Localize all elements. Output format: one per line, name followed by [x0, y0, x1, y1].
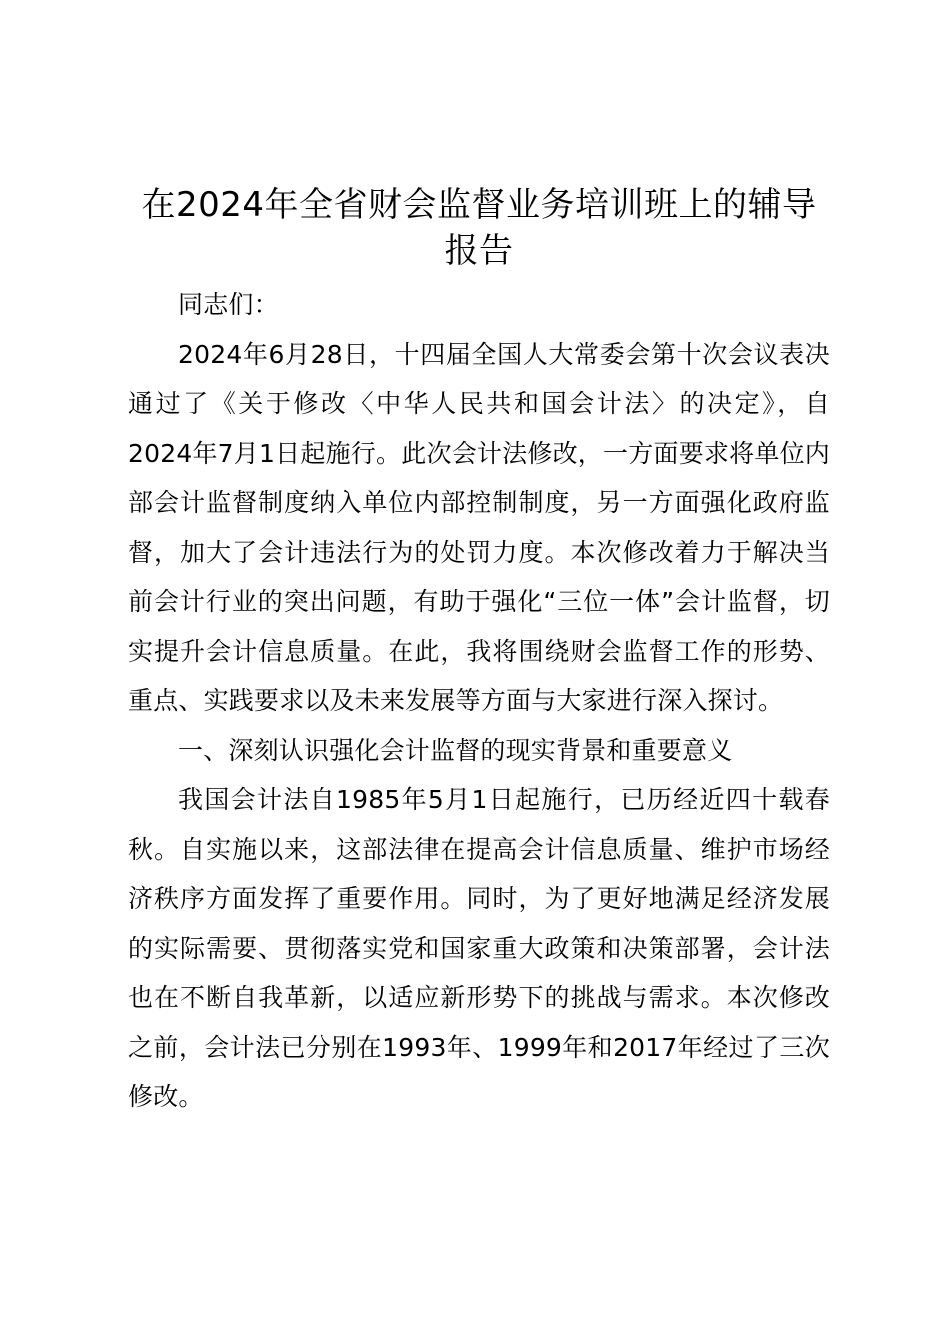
section-heading-1: 一、深刻认识强化会计监督的现实背景和重要意义: [178, 735, 733, 765]
document-page: [128, 182, 830, 1122]
salutation: 同志们：: [178, 290, 279, 319]
paragraph-intro: 2024年6月28日，十四届全国人大常委会第十次会议表决通过了《关于修改〈中华人民共和国会计法〉的决定》，自2024年7月1日起施行。此次会计法修改，一方面要求将单位内部会计监督制度纳入单位内部控制制度，另一方面强化政府监督，加大了会计违法行为的处罚力度。本次修改着力于解决当前会计行业的突出问题，有助于强化“三位一体”会计监督，切实提升会计信息质量。在此，我将围绕财会监督工作的形势、重点、实践要求以及未来发展等方面与大家进行深入探讨。: [128, 339, 830, 715]
document-title: 在2024年全省财会监督业务培训班上的辅导报告: [141, 185, 817, 271]
paragraph-history: 我国会计法自1985年5月1日起施行，已历经近四十载春秋。自实施以来，这部法律在提高会计信息质量、维护市场经济秩序方面发挥了重要作用。同时，为了更好地满足经济发展的实际需要、贯彻落实党和国家重大政策和决策部署，会计法也在不断自我革新，以适应新形势下的挑战与需求。本次修改之前，会计法已分别在1993年、1999年和2017年经过了三次修改。: [128, 785, 830, 1111]
